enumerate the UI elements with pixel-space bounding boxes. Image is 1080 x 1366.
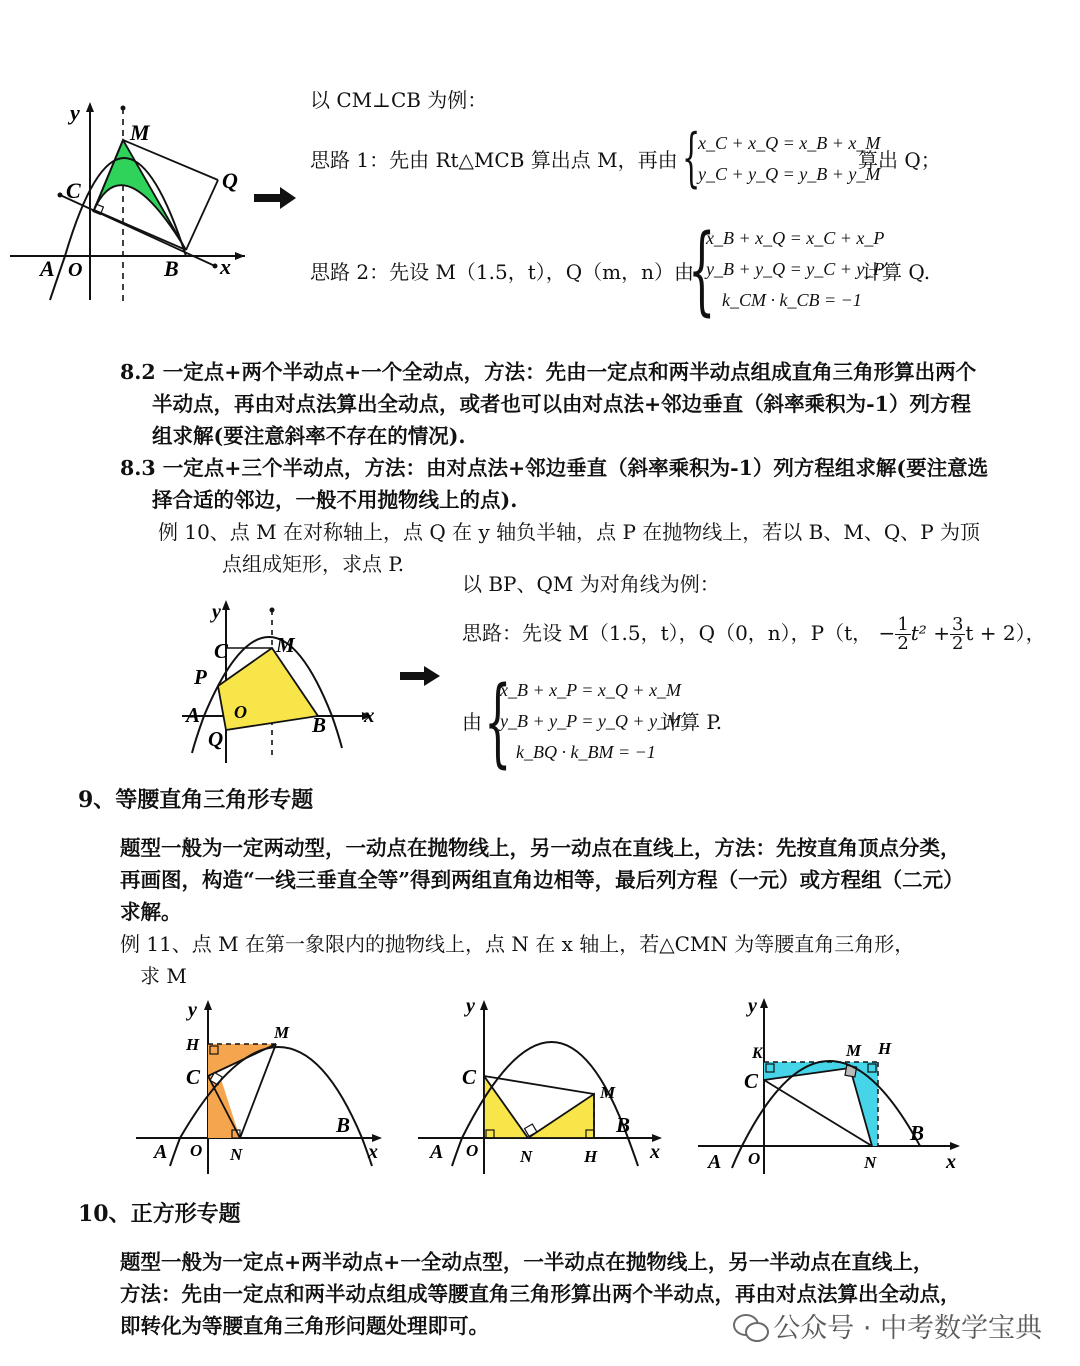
idea2-suffix: 计算 Q.: [862, 260, 931, 284]
brace-icon: {: [682, 121, 701, 195]
idea2-eq1: x_B + x_Q = x_C + x_P: [706, 228, 885, 248]
plus-sign: +: [933, 621, 950, 645]
ex10-by: 由: [462, 710, 482, 734]
fig5-label-x: x: [946, 1151, 956, 1173]
figure-yellow-case: [418, 996, 678, 1176]
fig2-label-Q: Q: [208, 727, 224, 751]
section10-line3: 即转化为等腰直角三角形问题处理即可。: [120, 1314, 489, 1338]
frac-num: 3: [951, 614, 964, 635]
figure-cyan-case: [698, 996, 968, 1176]
fig3-label-O: O: [190, 1141, 203, 1160]
fig1-label-M: M: [130, 120, 150, 145]
fig5-label-K: K: [752, 1045, 763, 1062]
fig3-label-x: x: [368, 1141, 378, 1163]
frac-num: 1: [897, 614, 909, 635]
fig3-label-y: y: [188, 999, 197, 1021]
fig2-label-C: C: [214, 639, 229, 663]
fig1-label-Q: Q: [222, 168, 238, 193]
frac-den: 2: [951, 633, 964, 654]
fig5-label-H: H: [878, 1039, 892, 1058]
figure-yellow-rectangle: [182, 598, 382, 768]
fig3-label-N: N: [230, 1145, 243, 1164]
ex10-eq3: k_BQ · k_BM = −1: [516, 742, 656, 762]
frac-den: 2: [897, 633, 909, 654]
figure-orange-case: [136, 996, 396, 1176]
figure-green-triangle: [10, 100, 250, 310]
arrow-icon: [400, 666, 440, 686]
fig2-label-A: A: [186, 703, 201, 727]
section9-line1: 题型一般为一定两动型，一动点在抛物线上，另一动点在直线上，方法：先按直角顶点分类，: [120, 836, 961, 860]
fig1-label-y: y: [70, 100, 80, 125]
ex10-calc: 计算 P.: [660, 710, 723, 734]
ex10-idea-suffix: t + 2），: [965, 621, 1046, 645]
ex10-line2: 点组成矩形，求点 P.: [222, 552, 405, 576]
item-8-2-line1: 8.2 一定点+两个半动点+一个全动点，方法：先由一定点和两半动点组成直角三角形算出两个: [120, 360, 977, 384]
fig4-label-x: x: [650, 1141, 660, 1163]
fig1-label-A: A: [40, 256, 55, 281]
section9-line3: 求解。: [120, 900, 182, 924]
section10-title: 10、正方形专题: [78, 1201, 241, 1227]
fraction-three-halves: [950, 616, 965, 653]
fig1-label-C: C: [66, 178, 81, 203]
fig4-label-B: B: [616, 1113, 631, 1137]
fig2-label-M: M: [276, 633, 295, 657]
fig5-label-M: M: [846, 1041, 862, 1060]
item-8-3-line2: 择合适的邻边，一般不用抛物线上的点).: [152, 488, 518, 512]
fig2-label-B: B: [312, 713, 327, 737]
ex10-note: 以 BP、QM 为对角线为例：: [462, 572, 720, 596]
fig4-label-O: O: [466, 1141, 479, 1160]
ex10-idea-prefix: 思路：先设 M（1.5，t），Q（0，n），P（t，: [462, 621, 873, 645]
fig5-label-A: A: [708, 1151, 722, 1173]
fig5-label-y: y: [748, 995, 757, 1017]
idea2-text: 思路 2：先设 M（1.5，t），Q（m，n）由: [310, 260, 695, 284]
arrow-icon: [254, 187, 296, 209]
ex11-line1: 例 11、点 M 在第一象限内的抛物线上，点 N 在 x 轴上，若△CMN 为等腰直角三角形，: [120, 932, 915, 956]
fig1-label-O: O: [68, 259, 83, 281]
fig4-label-M: M: [600, 1083, 616, 1102]
fig2-label-O: O: [234, 702, 247, 722]
wechat-icon: [733, 1314, 767, 1340]
fig1-label-B: B: [164, 256, 179, 281]
t-squared: t²: [910, 621, 927, 645]
fig5-label-C: C: [744, 1069, 759, 1093]
section9-title: 9、等腰直角三角形专题: [78, 787, 314, 813]
idea1-suffix: 算出 Q；: [858, 148, 941, 172]
item-8-2-line3: 组求解(要注意斜率不存在的情况).: [152, 424, 466, 448]
fig3-label-M: M: [274, 1023, 290, 1042]
idea2-eq2: y_B + y_Q = y_C + y_P: [706, 259, 885, 279]
example-note: 以 CM⊥CB 为例：: [310, 88, 488, 112]
item-8-2-line2: 半动点，再由对点法算出全动点，或者也可以由对点法+邻边垂直（斜率乘积为-1）列方程: [152, 392, 971, 416]
minus-sign: −: [878, 621, 896, 645]
watermark-text: 公众号 · 中考数学宝典: [773, 1313, 1042, 1344]
idea1-eq1: x_C + x_Q = x_B + x_M: [698, 133, 881, 153]
fig4-label-A: A: [430, 1141, 444, 1163]
idea2-eq3: k_CM · k_CB = −1: [722, 290, 862, 310]
section10-line1: 题型一般为一定点+两半动点+一全动点型，一半动点在抛物线上，另一半动点在直线上，: [120, 1250, 934, 1274]
fig5-label-O: O: [748, 1149, 761, 1168]
fig2-label-P: P: [194, 665, 207, 689]
brace-icon: {: [688, 214, 716, 326]
fig4-label-N: N: [520, 1147, 533, 1166]
fig2-label-y: y: [212, 601, 221, 623]
fig4-label-H: H: [584, 1147, 598, 1166]
fig1-label-x: x: [220, 254, 231, 279]
ex10-line1: 例 10、点 M 在对称轴上，点 Q 在 y 轴负半轴，点 P 在抛物线上，若以 B、M、Q、P 为顶: [158, 520, 981, 544]
item-8-3-line1: 8.3 一定点+三个半动点，方法：由对点法+邻边垂直（斜率乘积为-1）列方程组求解(要注意选: [120, 456, 989, 480]
idea1-eq2: y_C + y_Q = y_B + y_M: [698, 164, 881, 184]
ex10-eq1: x_B + x_P = x_Q + x_M: [500, 680, 682, 700]
section9-line2: 再画图，构造“一线三垂直全等”得到两组直角边相等，最后列方程（一元）或方程组（二元）: [120, 868, 964, 892]
section10-line2: 方法：先由一定点和两半动点组成等腰直角三角形算出两个半动点，再由对点法算出全动点，: [120, 1282, 961, 1306]
fig4-label-y: y: [466, 995, 475, 1017]
fig3-label-H: H: [186, 1035, 200, 1054]
watermark: [733, 1306, 1042, 1345]
fig3-label-A: A: [154, 1141, 168, 1163]
fig4-label-C: C: [462, 1065, 477, 1089]
fraction-half: [895, 616, 910, 653]
fig3-label-B: B: [336, 1113, 351, 1137]
idea1-text: 思路 1：先由 Rt△MCB 算出点 M，再由: [310, 148, 678, 172]
ex10-idea-text: [462, 616, 1046, 653]
fig5-label-B: B: [910, 1121, 925, 1145]
ex11-line2: 求 M: [140, 964, 187, 988]
brace-icon: {: [484, 666, 512, 778]
fig5-label-N: N: [864, 1153, 877, 1172]
fig2-label-x: x: [364, 703, 375, 727]
fig3-label-C: C: [186, 1065, 201, 1089]
ex10-eq2: y_B + y_P = y_Q + y_M: [500, 711, 682, 731]
